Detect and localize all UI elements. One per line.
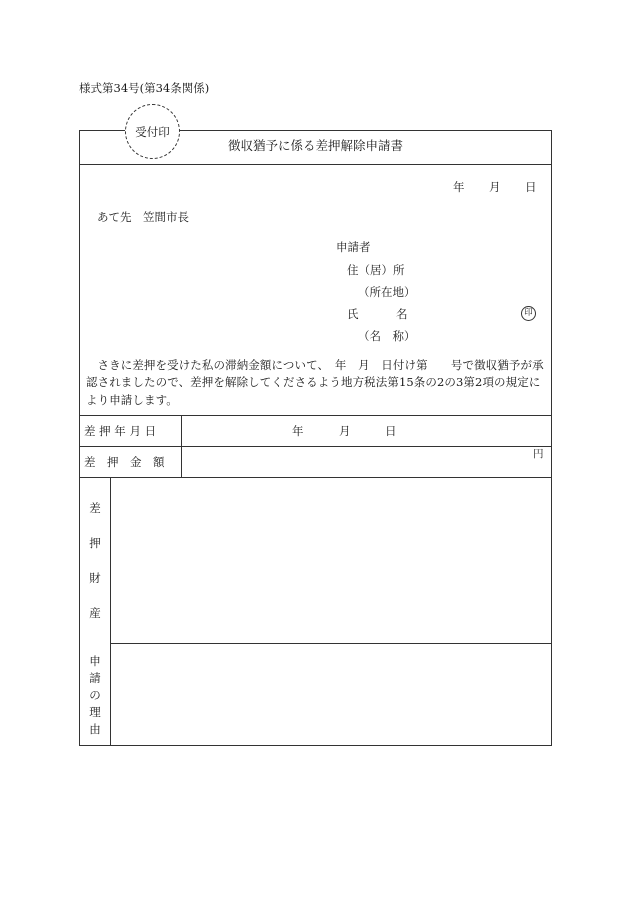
- applicant-name-sub: （名 称）: [358, 329, 416, 343]
- reason-char-1: 申: [89, 654, 101, 668]
- seizure-date-day: 日: [385, 424, 397, 438]
- row-divider-3: [110, 643, 551, 644]
- reason-char-4: 理: [89, 705, 101, 719]
- seized-property-char-4: 産: [89, 606, 101, 620]
- seized-property-char-3: 財: [89, 571, 101, 585]
- seizure-date-month: 月: [339, 424, 351, 438]
- reason-char-2: 請: [89, 671, 101, 685]
- applicant-address-label: 住（居）所: [347, 263, 405, 277]
- seized-property-char-1: 差: [89, 501, 101, 515]
- reason-char-5: 由: [89, 722, 101, 736]
- form-title: 徴収猶予に係る差押解除申請書: [227, 138, 403, 153]
- frame-border-top-right: [178, 130, 551, 131]
- frame-border-right: [551, 130, 552, 746]
- date-day-label: 日: [525, 180, 537, 194]
- applicant-name-char-1: 氏: [347, 307, 359, 321]
- seizure-date-label: 差 押 年 月 日: [84, 424, 157, 438]
- lower-label-column-divider: [110, 477, 111, 745]
- request-statement: さきに差押を受けた私の滞納金額について、 年 月 日付け第 号で徴収猶予が承認されましたので、差押を解除してくださるよう地方税法第15条の2の3第2項の規定により申請します。: [86, 358, 544, 407]
- reception-stamp-label: 受付印: [135, 124, 170, 139]
- date-year-label: 年: [453, 180, 465, 194]
- row-divider-2: [80, 477, 551, 478]
- row-divider-1: [80, 446, 551, 447]
- date-month-label: 月: [489, 180, 501, 194]
- reason-char-3: の: [89, 688, 101, 702]
- seal-char: 印: [524, 308, 533, 319]
- frame-border-top-left: [79, 130, 125, 131]
- frame-border-bottom: [79, 745, 552, 746]
- applicant-name-char-2: 名: [396, 307, 408, 321]
- seizure-amount-label: 差 押 金 額: [84, 455, 165, 469]
- table-top-divider: [80, 415, 551, 416]
- seal-mark: [521, 306, 536, 321]
- frame-border-left: [79, 130, 80, 746]
- title-divider: [80, 164, 551, 165]
- seizure-date-year: 年: [292, 424, 304, 438]
- addressee: あて先 笠間市長: [97, 210, 189, 224]
- applicant-address-sub: （所在地）: [358, 285, 416, 299]
- applicant-heading: 申請者: [336, 240, 371, 254]
- seizure-amount-unit: 円: [533, 448, 544, 460]
- form-number: 様式第34号(第34条関係): [79, 81, 210, 95]
- seized-property-char-2: 押: [89, 536, 101, 550]
